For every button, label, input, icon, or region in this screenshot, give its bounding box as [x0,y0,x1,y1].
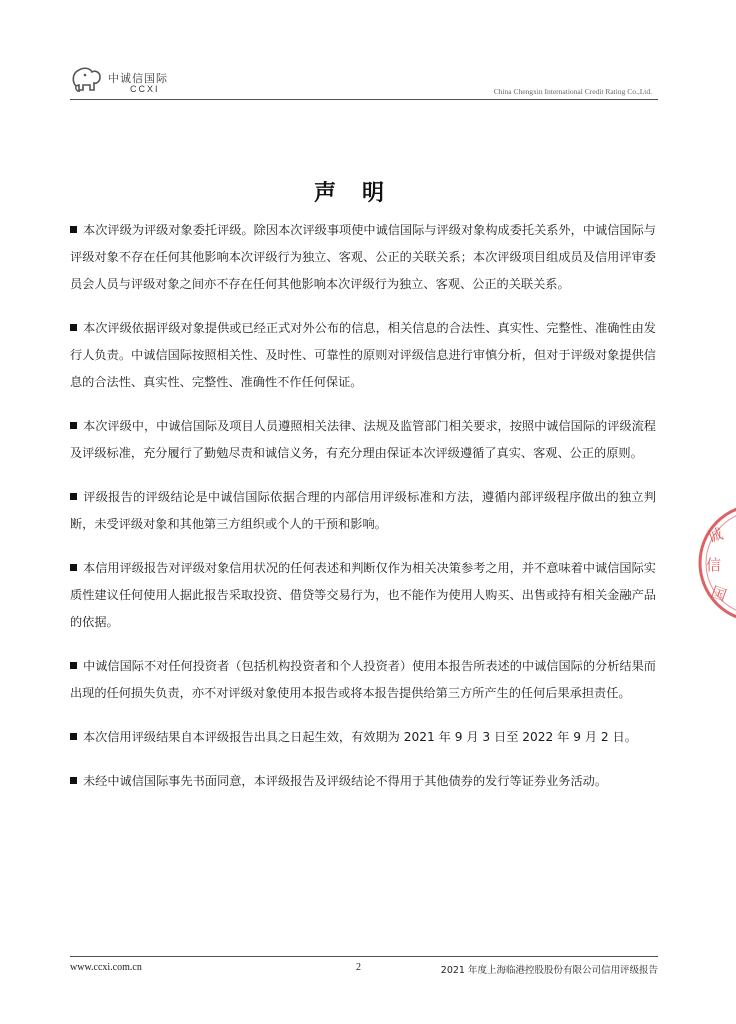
page-number: 2 [356,962,361,973]
square-bullet-icon [70,493,77,500]
page-title: 声明 [313,181,410,206]
company-tagline: China Chengxin International Credit Rating Co.,Ltd. [493,87,652,96]
paragraph-text: 本次评级中，中诚信国际及项目人员遵照相关法律、法规及监管部门相关要求，按照中诚信国际的评级流程及评级标准，充分履行了勤勉尽责和诚信义务，有充分理由保证本次评级遵循了真实、客观、公正的原则。 [70,419,656,460]
elephant-logo-icon [70,64,104,96]
svg-text:信: 信 [706,556,722,574]
square-bullet-icon [70,564,77,571]
company-seal-stamp [696,498,736,628]
header-divider [70,99,658,100]
paragraph-text: 本次信用评级结果自本评级报告出具之日起生效，有效期为 2021 年 9 月 3 日至 2022 年 9 月 2 日。 [83,730,637,744]
square-bullet-icon [70,226,77,233]
logo-english-text: CCXI [130,84,160,94]
statement-paragraph [70,413,656,467]
footer-report-title: 2021 年度上海临港控股股份有限公司信用评级报告 [440,965,658,976]
square-bullet-icon [70,733,77,740]
footer-website: www.ccxi.com.cn [70,962,142,973]
square-bullet-icon [70,422,77,429]
square-bullet-icon [70,777,77,784]
statement-paragraph [70,653,656,707]
paragraph-text: 未经中诚信国际事先书面同意，本评级报告及评级结论不得用于其他债券的发行等证券业务活动。 [83,774,608,788]
paragraph-text: 评级报告的评级结论是中诚信国际依据合理的内部信用评级标准和方法，遵循内部评级程序做出的独立判断，未受评级对象和其他第三方组织或个人的干预和影响。 [70,490,656,531]
paragraph-text: 中诚信国际不对任何投资者（包括机构投资者和个人投资者）使用本报告所表述的中诚信国际的分析结果而出现的任何损失负责，亦不对评级对象使用本报告或将本报告提供给第三方所产生的任何后果承担责任。 [70,659,656,700]
paragraph-text: 本信用评级报告对评级对象信用状况的任何表述和判断仅作为相关决策参考之用，并不意味着中诚信国际实质性建议任何使用人据此报告采取投资、借贷等交易行为，也不能作为使用人购买、出售或持有相关金融产品的依据。 [70,561,656,629]
statement-paragraph [70,555,656,636]
square-bullet-icon [70,324,77,331]
svg-text:诚: 诚 [705,524,726,547]
logo-chinese-text: 中诚信国际 [108,72,168,85]
statement-paragraph [70,484,656,538]
paragraph-text: 本次评级为评级对象委托评级。除因本次评级事项使中诚信国际与评级对象构成委托关系外，中诚信国际与评级对象不存在任何其他影响本次评级行为独立、客观、公正的关联关系；本次评级项目组成员及信用评审委员会人员与评级对象之间亦不存在任何其他影响本次评级行为独立、客观、公正的关联关系。 [70,223,656,291]
svg-text:国: 国 [708,582,729,605]
statement-paragraph [70,315,656,396]
paragraph-text: 本次评级依据评级对象提供或已经正式对外公布的信息，相关信息的合法性、真实性、完整性、准确性由发行人负责。中诚信国际按照相关性、及时性、可靠性的原则对评级信息进行审慎分析，但对于评级对象提供信息的合法性、真实性、完整性、准确性不作任何保证。 [70,321,656,389]
square-bullet-icon [70,662,77,669]
statement-body [70,217,656,812]
statement-paragraph [70,217,656,298]
statement-paragraph [70,768,656,795]
footer-divider [70,956,658,957]
statement-paragraph [70,724,656,751]
company-logo [70,64,180,98]
